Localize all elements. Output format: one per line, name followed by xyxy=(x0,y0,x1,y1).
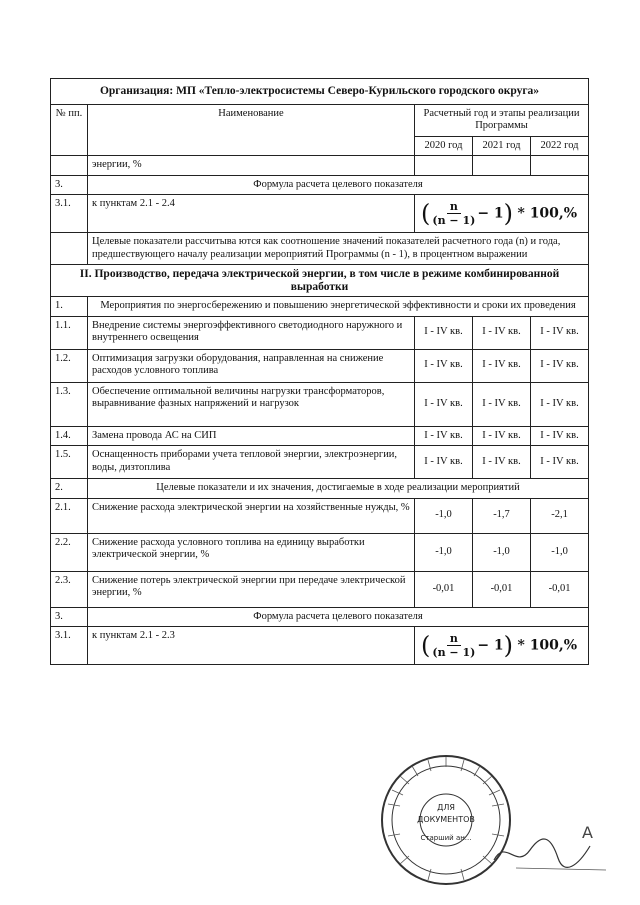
row-num: 1. xyxy=(51,297,88,317)
row-num: 2.1. xyxy=(51,498,88,533)
year-2021: 2021 год xyxy=(473,136,531,156)
cell-value: I - IV кв. xyxy=(473,349,531,382)
table-row xyxy=(51,349,589,382)
table-row xyxy=(51,479,589,499)
program-table xyxy=(50,78,589,665)
cell-value: -1,0 xyxy=(473,533,531,571)
cell-value: I - IV кв. xyxy=(415,316,473,349)
cell-value: -1,0 xyxy=(415,533,473,571)
document-page xyxy=(50,78,588,665)
table-row xyxy=(51,175,589,195)
table-row xyxy=(51,195,589,233)
cell-value: I - IV кв. xyxy=(473,426,531,446)
table-row xyxy=(51,233,589,265)
cell-value: -0,01 xyxy=(531,571,589,607)
row-name: Снижение потерь электрической энергии при передаче электрической энергии, % xyxy=(88,571,415,607)
cell-value: -0,01 xyxy=(473,571,531,607)
name-col-header: Наименование xyxy=(88,104,415,156)
row-num: 3.1. xyxy=(51,195,88,233)
row-name: Снижение расхода условного топлива на единицу выработки электрической энергии, % xyxy=(88,533,415,571)
table-row xyxy=(51,316,589,349)
cell-value: I - IV кв. xyxy=(473,382,531,426)
row-name: Оснащенность приборами учета тепловой энергии, электроэнергии, воды, дизтоплива xyxy=(88,446,415,479)
cell-value: I - IV кв. xyxy=(415,382,473,426)
header-row xyxy=(51,104,589,136)
cell-value: I - IV кв. xyxy=(415,349,473,382)
row-name: к пунктам 2.1 - 2.3 xyxy=(88,627,415,665)
organization-title: Организация: МП «Тепло-электросистемы Северо-Курильского городского округа» xyxy=(51,79,589,105)
row-name: энергии, % xyxy=(88,156,415,176)
signature xyxy=(486,820,616,880)
table-row xyxy=(51,571,589,607)
section-title: II. Производство, передача электрической энергии, в том числе в режиме комбинированной выработки xyxy=(51,265,589,297)
cell-value: -1,0 xyxy=(531,533,589,571)
subsection-title: Мероприятия по энергосбережению и повышению энергетической эффективности и сроки их проведения xyxy=(88,297,589,317)
table-row xyxy=(51,533,589,571)
row-num: 1.4. xyxy=(51,426,88,446)
table-row xyxy=(51,156,589,176)
num-col-header: № пп. xyxy=(51,104,88,156)
table-row xyxy=(51,426,589,446)
table-row xyxy=(51,382,589,426)
formula-heading: Формула расчета целевого показателя xyxy=(88,175,589,195)
stamp-text: ДЛЯ xyxy=(437,803,455,812)
cell-value: I - IV кв. xyxy=(473,446,531,479)
row-name: Замена провода АС на СИП xyxy=(88,426,415,446)
cell-value: -1,7 xyxy=(473,498,531,533)
table-row xyxy=(51,627,589,665)
row-num: 2.2. xyxy=(51,533,88,571)
table-row xyxy=(51,446,589,479)
row-num: 2. xyxy=(51,479,88,499)
row-name: Обеспечение оптимальной величины нагрузки трансформаторов, выравнивание фазных напряжений и нагрузок xyxy=(88,382,415,426)
subsection-title: Целевые показатели и их значения, достигаемые в ходе реализации мероприятий xyxy=(88,479,589,499)
cell-value: I - IV кв. xyxy=(531,382,589,426)
cell-value: I - IV кв. xyxy=(531,349,589,382)
table-row xyxy=(51,498,589,533)
year-2022: 2022 год xyxy=(531,136,589,156)
row-num: 1.5. xyxy=(51,446,88,479)
table-row xyxy=(51,297,589,317)
row-num: 1.2. xyxy=(51,349,88,382)
row-name: Оптимизация загрузки оборудования, направленная на снижение расходов условного топлива xyxy=(88,349,415,382)
row-name: к пунктам 2.1 - 2.4 xyxy=(88,195,415,233)
cell-value: I - IV кв. xyxy=(531,446,589,479)
period-col-header: Расчетный год и этапы реализации Программы xyxy=(415,104,589,136)
row-num: 1.1. xyxy=(51,316,88,349)
row-num: 3.1. xyxy=(51,627,88,665)
stamp-text: ДОКУМЕНТОВ xyxy=(417,815,475,824)
row-num: 1.3. xyxy=(51,382,88,426)
formula-note: Целевые показатели рассчитыва ются как соотношение значений показателей расчетного года (n) и года, предшествующего началу реализации мероприятий Программы (n - 1), в процентном выражении xyxy=(88,233,589,265)
cell-value: -1,0 xyxy=(415,498,473,533)
cell-value: -0,01 xyxy=(415,571,473,607)
formula-heading: Формула расчета целевого показателя xyxy=(88,607,589,627)
row-name: Снижение расхода электрической энергии на хозяйственные нужды, % xyxy=(88,498,415,533)
row-name: Внедрение системы энергоэффективного светодиодного наружного и внутреннего освещения xyxy=(88,316,415,349)
row-num: 3. xyxy=(51,607,88,627)
year-2020: 2020 год xyxy=(415,136,473,156)
formula: ( $\frac{n}{(n - 1)}$ − 1) * 100,% xyxy=(415,195,589,233)
cell-value: -2,1 xyxy=(531,498,589,533)
cell-value: I - IV кв. xyxy=(531,426,589,446)
cell-value: I - IV кв. xyxy=(415,426,473,446)
org-row xyxy=(51,79,589,105)
cell-value: I - IV кв. xyxy=(473,316,531,349)
stamp-text: Старший ан... xyxy=(420,834,472,842)
formula: ( $\frac{n}{(n - 1)}$ − 1) * 100,% xyxy=(415,627,589,665)
table-row xyxy=(51,607,589,627)
cell-value: I - IV кв. xyxy=(415,446,473,479)
row-num: 2.3. xyxy=(51,571,88,607)
section-row xyxy=(51,265,589,297)
stamp-letter: А xyxy=(582,823,593,842)
row-num: 3. xyxy=(51,175,88,195)
cell-value: I - IV кв. xyxy=(531,316,589,349)
